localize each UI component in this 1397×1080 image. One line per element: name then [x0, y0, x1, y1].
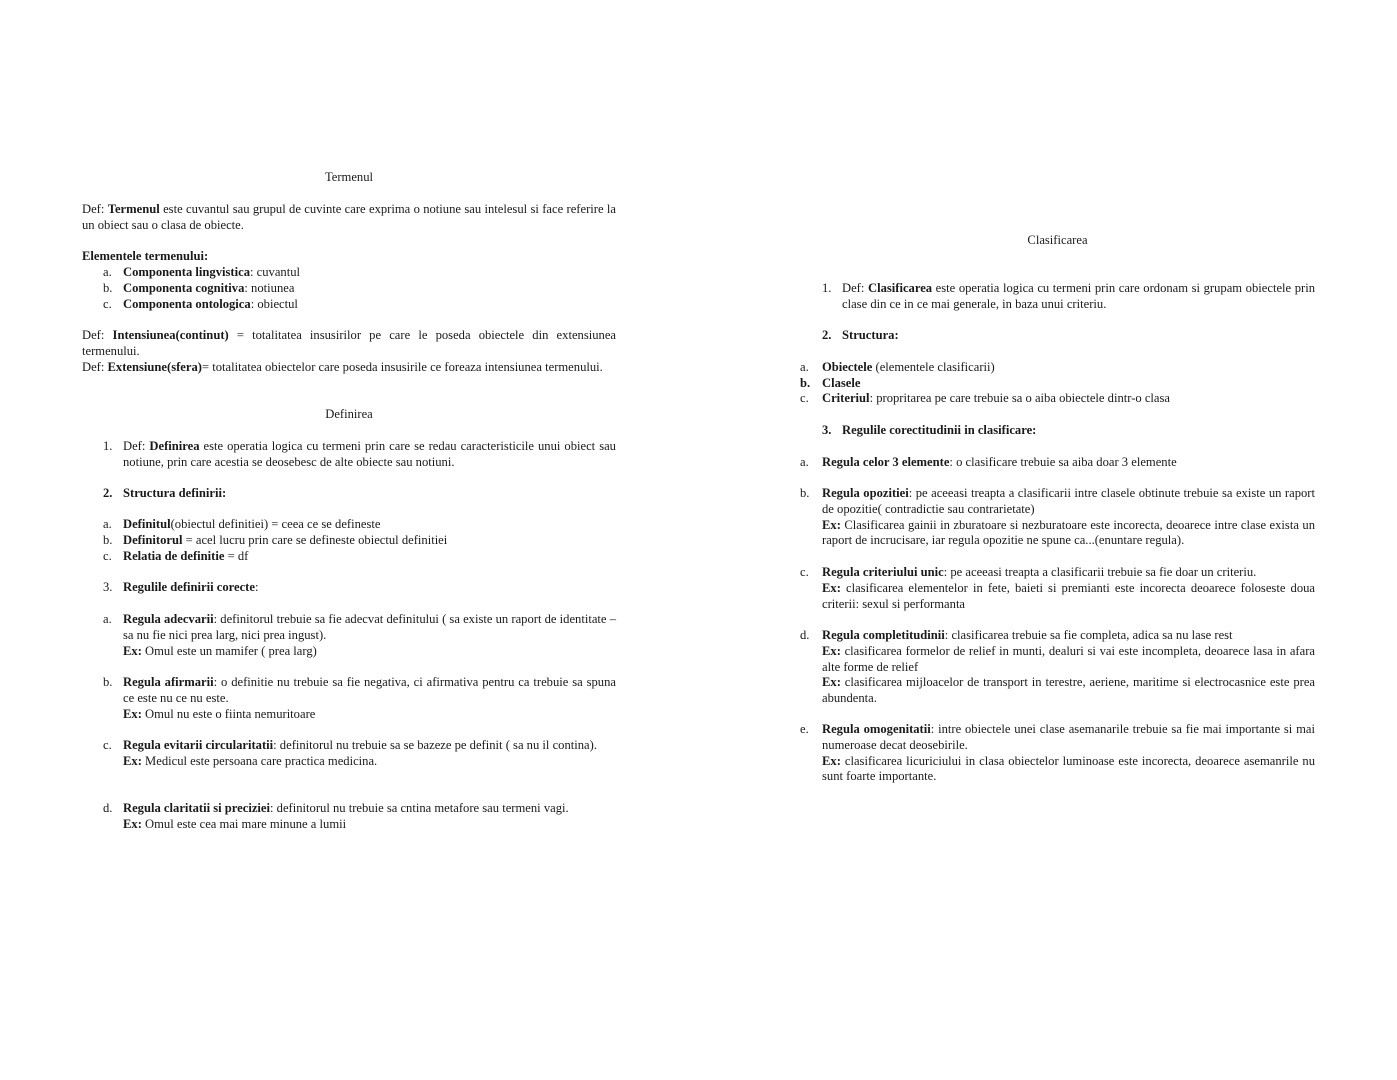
rule-text: : clasificarea trebuie sa fie completa, adica sa nu lase rest: [944, 628, 1233, 642]
numbered-item-definitie: [822, 281, 1315, 313]
def-prefix: Def:: [82, 202, 108, 216]
def-prefix: Def:: [82, 360, 108, 374]
item-text: (elementele clasificarii): [872, 360, 995, 374]
item-text: : cuvantul: [250, 265, 301, 279]
section-title-definirea: Definirea: [325, 407, 373, 421]
list-marker: 1.: [822, 281, 832, 295]
elemente-heading-text: Elementele termenului:: [82, 249, 209, 263]
def-text: este operatia logica cu termeni prin care se redau caracteristicile unui obiect sau notiune, prin care acestia se deosebesc de alte obiecte sau notiuni.: [123, 439, 616, 469]
def-text: este cuvantul sau grupul de cuvinte care exprima o notiune sau intelesul si face referire la un obiect sau o clasa de obiecte.: [82, 202, 616, 232]
example-text: Omul este un mamifer ( prea larg): [141, 643, 317, 658]
rule-text: : o definitie nu trebuie sa fie negativa, ci afirmativa pentru ca trebuie sa spuna ce este nu ce nu este.: [123, 675, 616, 705]
list-marker: c.: [103, 549, 112, 563]
example-text: clasificarea licuriciului in clasa obiectelor luminoase este incorecta, deoarece asemanrile nu sunt foarte importante.: [822, 753, 1315, 784]
def-text: = totalitatea insusirilor pe care le poseda obiectele din extensiunea termenului.: [82, 328, 616, 358]
def-term: Definirea: [149, 439, 200, 453]
def-term: Clasificarea: [867, 281, 933, 295]
rule-item: [800, 455, 1315, 471]
list-marker: c.: [103, 297, 112, 311]
rule-text: : intre obiectele unei clase asemanarile trebuie sa fie mai importante si mai numeroase decat deosebirile.: [822, 722, 1315, 752]
list-marker: 1.: [103, 439, 113, 453]
item-term: Componenta lingvistica: [123, 265, 250, 279]
numbered-item-definitie: [103, 439, 616, 471]
rule-text: : pe aceeasi treapta a clasificarii trebuie sa fie doar un criteriu.: [943, 565, 1257, 579]
item-label: Regulile definirii corecte: [123, 580, 255, 594]
section-title-clasificarea: Clasificarea: [1027, 233, 1088, 247]
list-marker: c.: [800, 565, 809, 579]
list-marker: 3.: [103, 580, 113, 594]
example-text: Medicul este persoana care practica medicina.: [141, 753, 378, 768]
example-label: Ex:: [123, 706, 142, 721]
example-label: Ex:: [822, 643, 841, 658]
rule-term: Regula evitarii circularitatii: [123, 738, 274, 752]
list-marker: d.: [103, 801, 113, 815]
rule-text: : o clasificare trebuie sa aiba doar 3 elemente: [949, 455, 1177, 469]
rule-term: Regula completitudinii: [822, 628, 945, 642]
list-marker: 2.: [822, 328, 832, 342]
example-label: Ex:: [822, 517, 841, 532]
item-term: Clasele: [822, 376, 861, 390]
definition-extensiune: [82, 360, 616, 376]
item-term: Definitul: [123, 517, 171, 531]
item-text: : obiectul: [250, 297, 298, 311]
item-text: = acel lucru prin care se defineste obiectul definitiei: [182, 533, 448, 547]
list-marker: a.: [800, 455, 809, 469]
rule-term: Regula opozitiei: [822, 486, 909, 500]
example-text: clasificarea mijloacelor de transport in terestre, aeriene, maritime si electrocasnice este prea abundenta.: [822, 675, 1315, 706]
definition-termen: [82, 202, 616, 234]
list-marker: 2.: [103, 486, 113, 500]
example-text: clasificarea elementelor in fete, baieti si premianti este incorecta deoarece foloseste doua criterii: sexul si performanta: [822, 580, 1315, 611]
list-marker: b.: [103, 675, 113, 689]
example-label: Ex:: [822, 580, 841, 595]
elemente-heading: [82, 249, 616, 265]
numbered-item-structura: [103, 486, 616, 502]
rule-term: Regula criteriului unic: [822, 565, 944, 579]
list-marker: d.: [800, 628, 810, 642]
numbered-item-reguli: [822, 423, 1315, 439]
numbered-item-reguli: [103, 580, 616, 596]
def-prefix: Def:: [82, 328, 113, 342]
rule-term: Regula claritatii si preciziei: [123, 801, 271, 815]
example-text: Omul nu este o fiinta nemuritoare: [141, 706, 316, 721]
def-prefix: Def:: [842, 281, 868, 295]
rule-text: : pe aceeasi treapta a clasificarii intre clasele obtinute trebuie sa existe un raport de opozitie( contradictie sau contrarietate): [822, 486, 1315, 516]
example-label: Ex:: [123, 816, 142, 831]
list-item: [103, 265, 616, 281]
list-item: [103, 297, 616, 313]
rule-item: [800, 628, 1315, 707]
list-marker: a.: [103, 612, 112, 626]
list-marker: a.: [800, 360, 809, 374]
list-marker: b.: [800, 486, 810, 500]
list-item: [103, 549, 616, 565]
example-text: clasificarea formelor de relief in munti, dealuri si vai este incompleta, deoarece lasa in afara alte forme de relief: [822, 643, 1315, 674]
list-item: [800, 360, 1315, 376]
list-marker: 3.: [822, 423, 832, 437]
item-term: Definitorul: [123, 533, 183, 547]
rule-item: [800, 486, 1315, 549]
numbered-item-structura: [822, 328, 1315, 344]
item-suffix: :: [254, 580, 259, 594]
rule-text: : definitorul nu trebuie sa cntina metafore sau termeni vagi.: [270, 801, 569, 815]
list-item: [800, 376, 1315, 392]
list-marker: c.: [800, 391, 809, 405]
rule-text: : definitorul nu trebuie sa se bazeze pe definit ( sa nu il contina).: [273, 738, 597, 752]
item-text: : propritarea pe care trebuie sa o aiba obiectele dintr-o clasa: [869, 391, 1171, 405]
list-marker: a.: [103, 517, 112, 531]
rule-item: [103, 738, 616, 770]
item-term: Relatia de definitie: [123, 549, 225, 563]
item-label: Regulile corectitudinii in clasificare:: [842, 423, 1037, 437]
example-text: Clasificarea gainii in zburatoare si nezburatoare este incorecta, deoarece intre clase exista un raport de incrucisare, iar regula opozitie ne spune ca...(enuntare regula).: [822, 517, 1315, 548]
rule-item: [800, 722, 1315, 785]
definition-intensiune: [82, 328, 616, 360]
list-marker: c.: [103, 738, 112, 752]
rule-text: : definitorul trebuie sa fie adecvat definitului ( sa existe un raport de identitate – sa nu fie nici prea larg, nici prea ingust).: [123, 612, 616, 642]
example-label: Ex:: [822, 753, 841, 768]
item-term: Componenta ontologica: [123, 297, 251, 311]
section-title-termenul: Termenul: [324, 170, 374, 184]
list-marker: b.: [103, 533, 113, 547]
def-term: Intensiunea(continut): [112, 328, 229, 342]
rule-term: Regula omogenitatii: [822, 722, 931, 736]
item-text: : notiunea: [244, 281, 295, 295]
item-term: Componenta cognitiva: [123, 281, 245, 295]
list-marker: b.: [103, 281, 113, 295]
def-term: Termenul: [107, 202, 160, 216]
example-label: Ex:: [123, 753, 142, 768]
list-marker: e.: [800, 722, 809, 736]
example-text: Omul este cea mai mare minune a lumii: [141, 816, 347, 831]
item-label: Structura:: [842, 328, 899, 342]
item-term: Obiectele: [822, 360, 873, 374]
def-text: = totalitatea obiectelor care poseda insusirile ce foreaza intensiunea termenului.: [201, 360, 603, 374]
list-marker: b.: [800, 376, 811, 390]
rule-item: [103, 612, 616, 659]
list-marker: a.: [103, 265, 112, 279]
def-prefix: Def:: [123, 439, 150, 453]
def-term: Extensiune(sfera): [107, 360, 202, 374]
rule-term: Regula afirmarii: [123, 675, 214, 689]
item-term: Criteriul: [822, 391, 870, 405]
item-text: = df: [224, 549, 249, 563]
list-item: [800, 391, 1315, 407]
example-label: Ex:: [822, 675, 841, 690]
rule-item: [103, 801, 616, 833]
rule-term: Regula celor 3 elemente: [822, 455, 950, 469]
item-label: Structura definirii:: [123, 486, 227, 500]
item-text: (obiectul definitiei) = ceea ce se defineste: [170, 517, 381, 531]
example-label: Ex:: [123, 643, 142, 658]
rule-item: [800, 565, 1315, 612]
list-item: [103, 517, 616, 533]
list-item: [103, 281, 616, 297]
def-text: este operatia logica cu termeni prin care ordonam si grupam obiectele prin clase din ce in ce mai generale, in baza unui criteriu.: [842, 281, 1315, 311]
rule-item: [103, 675, 616, 722]
list-item: [103, 533, 616, 549]
rule-term: Regula adecvarii: [123, 612, 214, 626]
